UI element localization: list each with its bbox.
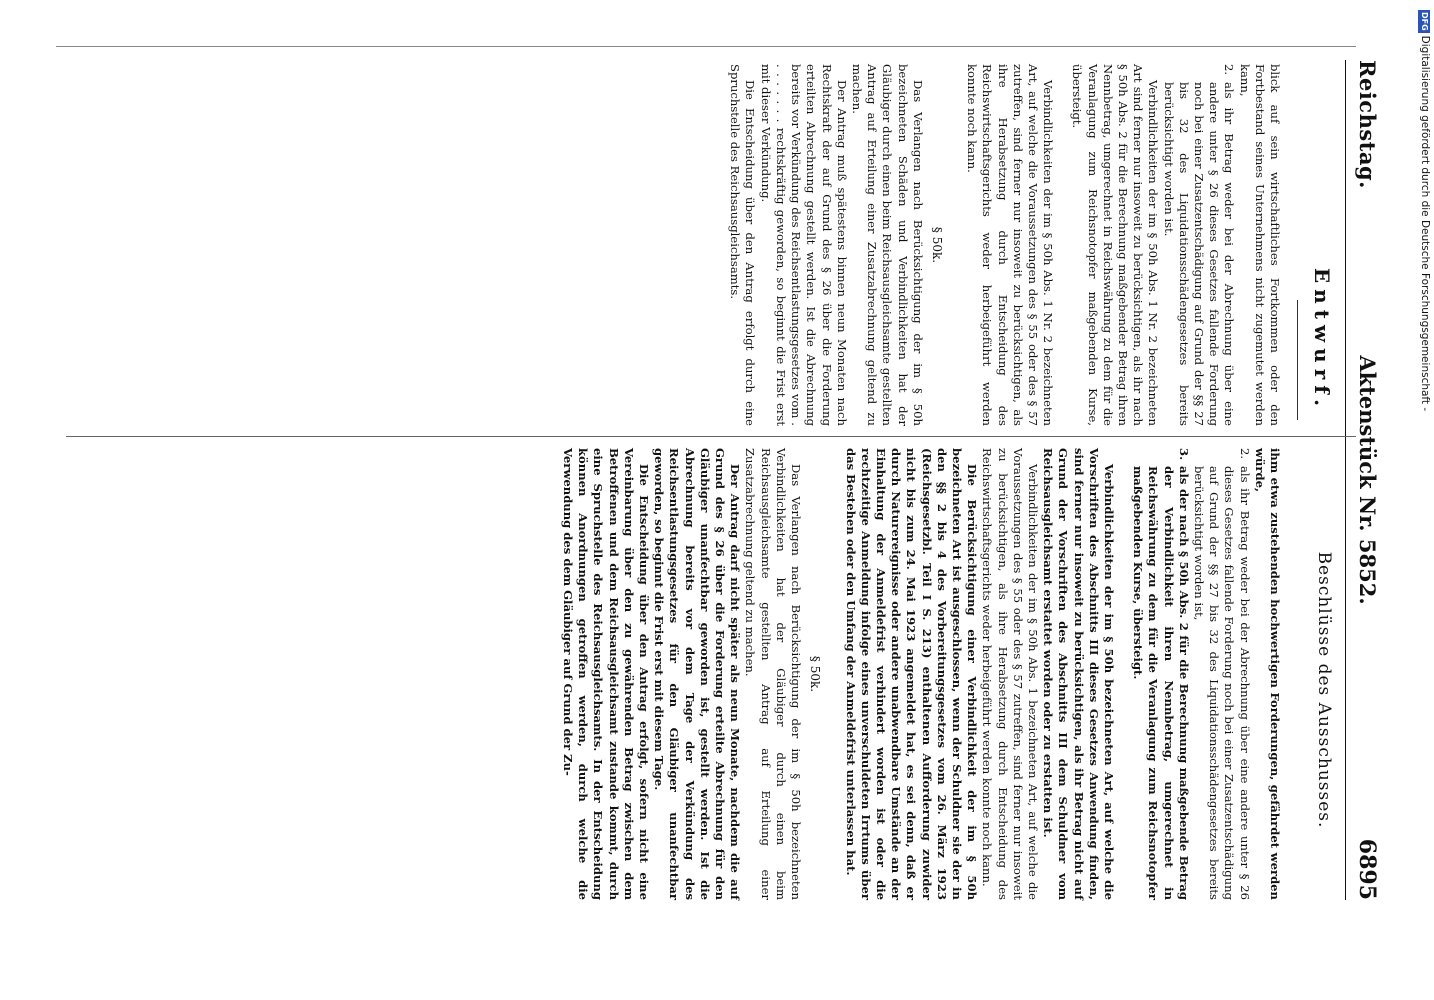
list-item-text: als ihr Betrag weder bei der Abrechnung über eine andere unter § 26 dieses Gesetzes fallende Forderung noch bei einer Zusatzentschädigung auf Grund der §§ 27 bis 32 des Liquidationsschädengesetzes bereits berücksichtigt worden ist.	[1161, 82, 1237, 426]
page-number: 6895	[1354, 838, 1380, 900]
title-rule	[1297, 300, 1298, 420]
paragraph: Verbindlichkeiten der im § 50h bezeichneten Art, auf welche die Vorschriften des Abschnitts III dieses Gesetzes Anwendung finden, sind ferner nur insoweit zu berücksichtigen, als ihr Betrag nicht auf Grund der Vorschriften des Abschnitts III dem Schuldner vom Reichsausgleichsamt erstattet worden oder zu erstatten ist.	[1041, 448, 1116, 900]
digitization-note	[1418, 10, 1432, 990]
list-item-text: als der nach § 50h Abs. 2 für die Berechnung maßgebende Betrag der Verbindlichkeit ihren Nennbetrag, umgerechnet in Reichswährung zu dem für die Veranlagung zum Reichsnotopfer maßgebenden Kurse, übersteigt.	[1131, 466, 1191, 900]
paragraph-gap	[1055, 64, 1069, 426]
paragraph-gap	[950, 64, 964, 426]
paragraph: Verbindlichkeiten der im § 50h Abs. 1 Nr. 2 bezeichneten Art, auf welche die Voraussetzungen des § 55 oder des § 57 zutreffen, sind ferner nur insoweit zu berücksichtigen, als ihre Herabsetzung durch Entscheidung des Reichswirtschaftsgerichts weder herbeigeführt werden konnte noch kann.	[965, 64, 1056, 426]
list-item-number: 3.	[1176, 448, 1191, 461]
section-heading: § 50k.	[808, 655, 823, 693]
paragraph: Die Berücksichtigung einer Verbindlichkeit der im § 50h bezeichneten Art ist ausgeschlossen, wenn der Schuldner sie der in den §§ 2 bis 4 des Vorbereitungsgesetzes vom 26. März 1923 (Reichsgesetzbl. Teil I S. 213) enthaltenen Aufforderung zuwider nicht bis zum 24. Mai 1923 angemeldet hat, es sei denn, daß er durch Naturereignisse oder andere unabwendbare Umstände an der Einhaltung der Anmeldefrist verhindert worden ist oder die rechtzeitige Anmeldung infolge eines unverschuldeten Irrtums über das Bestehen oder den Umfang der Anmeldefrist unterlassen hat.	[843, 448, 980, 900]
list-item-number: 2.	[1222, 64, 1237, 76]
right-column	[560, 448, 1282, 900]
margin-rule	[56, 46, 1356, 47]
list-item	[1130, 448, 1191, 900]
list-item	[1191, 448, 1252, 900]
paragraph: Verbindlichkeiten der im § 50h Abs. 1 Nr. 2 bezeichneten Art sind ferner nur insoweit zu berücksichtigen, als ihr nach § 50h Abs. 2 für die Berechnung maßgebender Betrag ihren Nennbetrag, umgerechnet in Reichswährung zu dem für die Veranlagung zum Reichsnotopfer maßgebenden Kurse, übersteigt.	[1070, 64, 1161, 426]
list-item-number: 2.	[1237, 448, 1252, 460]
paragraph: Der Antrag muß spätestens binnen neun Monaten nach Rechtskraft der auf Grund des § 26 über die Forderung erteilten Abrechnung gestellt werden. Ist die Abrechnung bereits vor Verkündung des Reichsentlastungsgesetzes vom . . . . . . . . rechtskräftig geworden, so beginnt die Frist erst mit dieser Verkündung.	[758, 64, 849, 426]
section-heading: § 50k.	[929, 226, 944, 264]
list-item	[1160, 64, 1236, 426]
left-column	[727, 64, 1282, 426]
paragraph-gap	[1116, 448, 1130, 900]
digitization-text: Digitalisierung gefördert durch die Deutsche Forschungsgemeinschaft -	[1419, 35, 1431, 412]
paragraph: Der Antrag darf nicht später als neun Monate, nachdem die auf Grund des § 26 über die Forderung erteilte Abrechnung für den Gläubiger unanfechtbar geworden ist, gestellt werden. Ist die Abrechnung bereits vor dem Tage der Verkündung des Reichsentlastungsgesetzes für den Gläubiger unanfechtbar geworden, so beginnt die Frist erst mit diesem Tage.	[652, 448, 743, 900]
paragraph: Das Verlangen nach Berücksichtigung der im § 50h bezeichneten Schäden und Verbindlichkeiten hat der Gläubiger durch einen beim Reichsausgleichsamte gestellten Antrag auf Erteilung einer Zusatzabrechnung geltend zu machen.	[849, 64, 925, 426]
column-divider	[66, 436, 1356, 437]
right-column-title: Beschlüsse des Ausschusses.	[1314, 551, 1334, 829]
paragraph-gap	[828, 448, 842, 900]
dfg-logo: DFG	[1420, 12, 1429, 31]
paragraph: Das Verlangen nach Berücksichtigung der im § 50h bezeichneten Verbindlichkeiten hat der Gläubiger durch einen beim Reichsausgleichsamte gestellten Antrag auf Erteilung einer Zusatzabrechnung geltend zu machen.	[743, 448, 804, 900]
paragraph: Verbindlichkeiten der im § 50h Abs. 1 bezeichneten Art, auf welche die Voraussetzungen des § 55 oder des § 57 zutreffen, sind ferner nur insoweit zu berücksichtigen, als ihre Herabsetzung durch Entscheidung des Reichswirtschaftsgerichts weder herbeigeführt werden konnte noch kann.	[980, 448, 1040, 900]
paragraph: Die Entscheidung über den Antrag erfolgt, sofern nicht eine Vereinbarung über den zu gewährenden Betrag zwischen dem Betroffenen und dem Reichsausgleichsamt zustande kommt, durch eine Spruchstelle des Reichsausgleichsamts. In der Entscheidung können Anordnungen getroffen werden, durch welche die Verwendung des dem Gläubiger auf Grund der Zu-	[561, 448, 652, 900]
paragraph: blick auf sein wirtschaftliches Fortkommen oder den Fortbestand seines Unternehmens nicht zugemutet werden kann,	[1237, 64, 1282, 426]
list-item-text: als ihr Betrag weder bei der Abrechnung über eine andere unter § 26 dieses Gesetzes fallende Forderung noch bei einer Zusatzentschädigung auf Grund der §§ 27 bis 32 des Liquidationsschädengesetzes bereits berücksichtigt worden ist,	[1191, 466, 1252, 900]
header-center: Aktenstück Nr. 5852.	[1355, 355, 1380, 605]
paragraph: Die Entscheidung über den Antrag erfolgt durch eine Spruchstelle des Reichsausgleichsamts.	[728, 64, 758, 426]
paragraph: ihm etwa zustehenden hochwertigen Forderungen, gefährdet werden würde,	[1252, 448, 1282, 900]
left-column-title: Entwurf.	[1310, 267, 1334, 413]
page-header	[1345, 60, 1386, 900]
header-left: Reichstag.	[1355, 60, 1380, 189]
